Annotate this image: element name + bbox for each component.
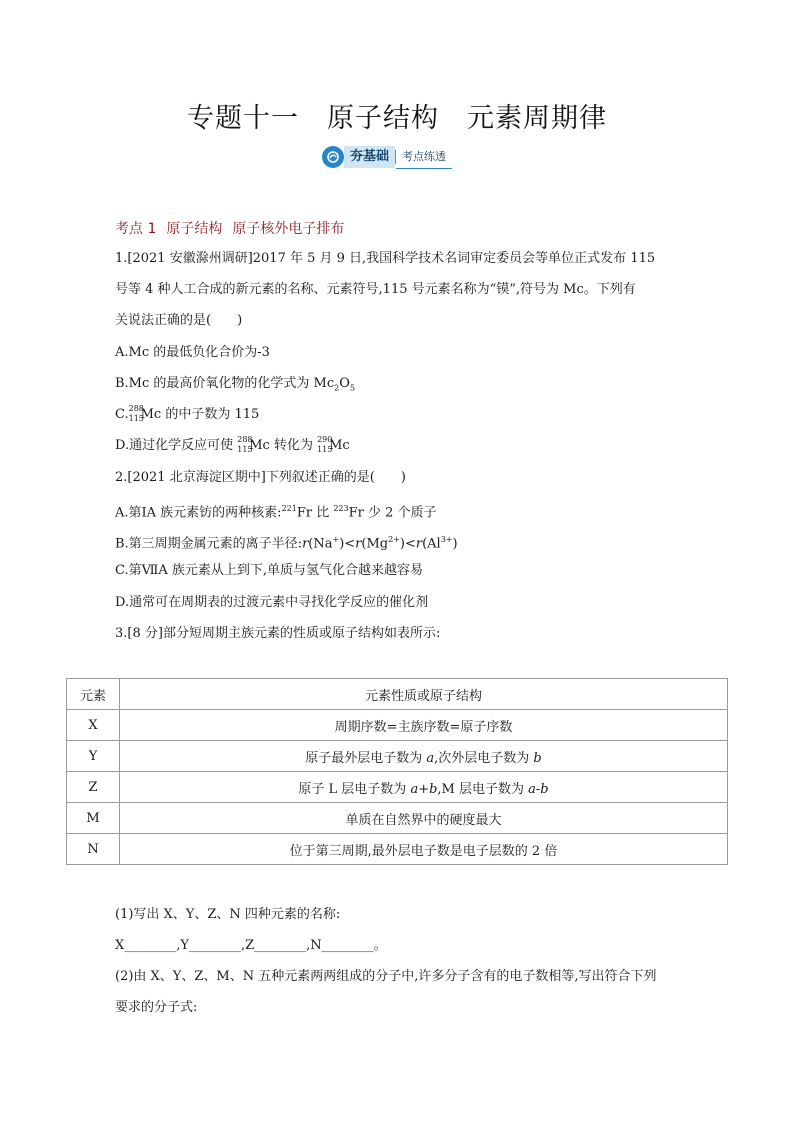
q2-option-a (115, 500, 437, 522)
q1-option-c: C. 288 115 Mc 的中子数为 115 (115, 404, 260, 423)
page-title (0, 96, 794, 135)
table-cell-element: M (67, 803, 120, 834)
table-cell-element: N (67, 834, 120, 865)
q2-b-charge2: 2+ (388, 535, 400, 544)
q1-stem-line1: 1.[2021 安徽滁州调研]2017 年 5 月 9 日,我国科学技术名词审定委员会等单位正式发布 115 (115, 251, 656, 266)
element-table (66, 678, 728, 865)
q3-sub2-line2: 要求的分子式: (115, 1000, 198, 1015)
table-row (67, 772, 728, 803)
q1-b-sub1: 2 (334, 383, 340, 393)
q2-b-charge1: + (332, 535, 340, 544)
section-badge (322, 146, 452, 168)
q1-option-d (115, 437, 350, 455)
table-cell-desc: 单质在自然界中的硬度最大 (120, 803, 728, 834)
title-part3: 元素周期律 (467, 103, 607, 134)
q3-sub1: (1)写出 X、Y、Z、N 四种元素的名称: (115, 907, 341, 922)
title-part1: 专题十一 (187, 103, 299, 134)
q1-b-text: B.Mc 的最高价氧化物的化学式为 Mc (115, 376, 335, 391)
isotope-notation: 288 115 (237, 435, 253, 454)
q2-a-post: Fr 少 2 个质子 (348, 505, 437, 521)
title-part2: 原子结构 (327, 103, 439, 134)
table-header-row (67, 679, 728, 710)
q3-stem: 3.[8 分]部分短周期主族元素的性质或原子结构如表所示: (115, 626, 441, 641)
q2-stem: 2.[2021 北京海淀区期中]下列叙述正确的是( ) (115, 470, 406, 485)
q1-b-o: O (339, 376, 350, 391)
section-topic-2: 原子核外电子排布 (232, 221, 345, 237)
q3-answer-blanks[interactable]: X________,Y________,Z________,N________。 (115, 938, 387, 953)
q2-a-mass2: 223 (333, 504, 349, 513)
q2-b-charge3: 3+ (440, 535, 453, 544)
q2-b-r3: r (415, 536, 423, 552)
table-cell-desc: 周期序数=主族序数=原子序数 (120, 710, 728, 741)
q1-b-sub2: 5 (349, 383, 355, 393)
table-cell-desc: 位于第三周期,最外层电子数是电子层数的 2 倍 (120, 834, 728, 865)
table-header-cell: 元素 (67, 679, 120, 710)
q1-c-text: Mc 的中子数为 115 (140, 407, 260, 422)
swirl-logo-icon (322, 146, 344, 168)
isotope-notation: 290 115 (317, 435, 333, 454)
q3-sub2-line1: (2)由 X、Y、Z、M、N 五种元素两两组成的分子中,许多分子含有的电子数相等,写出符合下列 (115, 969, 657, 984)
q2-option-b (115, 531, 458, 553)
q2-option-c: C.第ⅦA 族元素从上到下,单质与氢气化合越来越容易 (115, 563, 424, 578)
table-cell-desc: 原子最外层电子数为 a,次外层电子数为 b (120, 741, 728, 772)
section-label: 考点 1 (115, 221, 157, 237)
q2-option-d: D.通常可在周期表的过渡元素中寻找化学反应的催化剂 (115, 595, 429, 610)
q2-b-lt2: )< (399, 536, 416, 552)
q2-b-al: (Al (422, 536, 441, 552)
table-header-cell: 元素性质或原子结构 (120, 679, 728, 710)
q1-option-a: A.Mc 的最低负化合价为-3 (115, 345, 270, 360)
q1-stem-line2: 号等 4 种人工合成的新元素的名称、元素符号,115 号元素名称为“镆”,符号为 Mc。下列有 (115, 282, 636, 297)
q1-option-b (115, 375, 355, 398)
badge-sub-label: 考点练透 (396, 146, 452, 169)
q2-a-mass1: 221 (281, 504, 297, 513)
table-row (67, 803, 728, 834)
isotope-notation: 288 115 (128, 404, 144, 423)
table-row (67, 710, 728, 741)
section-heading (115, 218, 354, 238)
q2-b-mg: (Mg (361, 536, 389, 552)
table-row (67, 834, 728, 865)
q2-b-pre: B.第三周期金属元素的离子半径: (115, 536, 303, 552)
badge-main-label: 夯基础 (344, 146, 395, 168)
q2-b-lt1: )< (339, 536, 356, 552)
q2-b-na: (Na (308, 536, 333, 552)
q1-d-mid: Mc 转化为 (249, 438, 318, 453)
table-cell-desc: 原子 L 层电子数为 a+b,M 层电子数为 a-b (120, 772, 728, 803)
q1-d-pre: D.通过化学反应可使 (115, 438, 238, 453)
q2-b-r1: r (302, 536, 309, 552)
section-topic-1: 原子结构 (166, 221, 223, 237)
table-cell-element: X (67, 710, 120, 741)
q2-b-r2: r (355, 536, 362, 552)
q2-b-close: ) (452, 536, 458, 552)
q1-stem-line3: 关说法正确的是( ) (115, 313, 243, 328)
q1-d-post: Mc (329, 438, 350, 453)
table-row (67, 741, 728, 772)
q2-a-pre: A.第ⅠA 族元素钫的两种核素: (115, 505, 282, 521)
q2-a-mid: Fr 比 (296, 505, 334, 521)
table-cell-element: Z (67, 772, 120, 803)
table-cell-element: Y (67, 741, 120, 772)
